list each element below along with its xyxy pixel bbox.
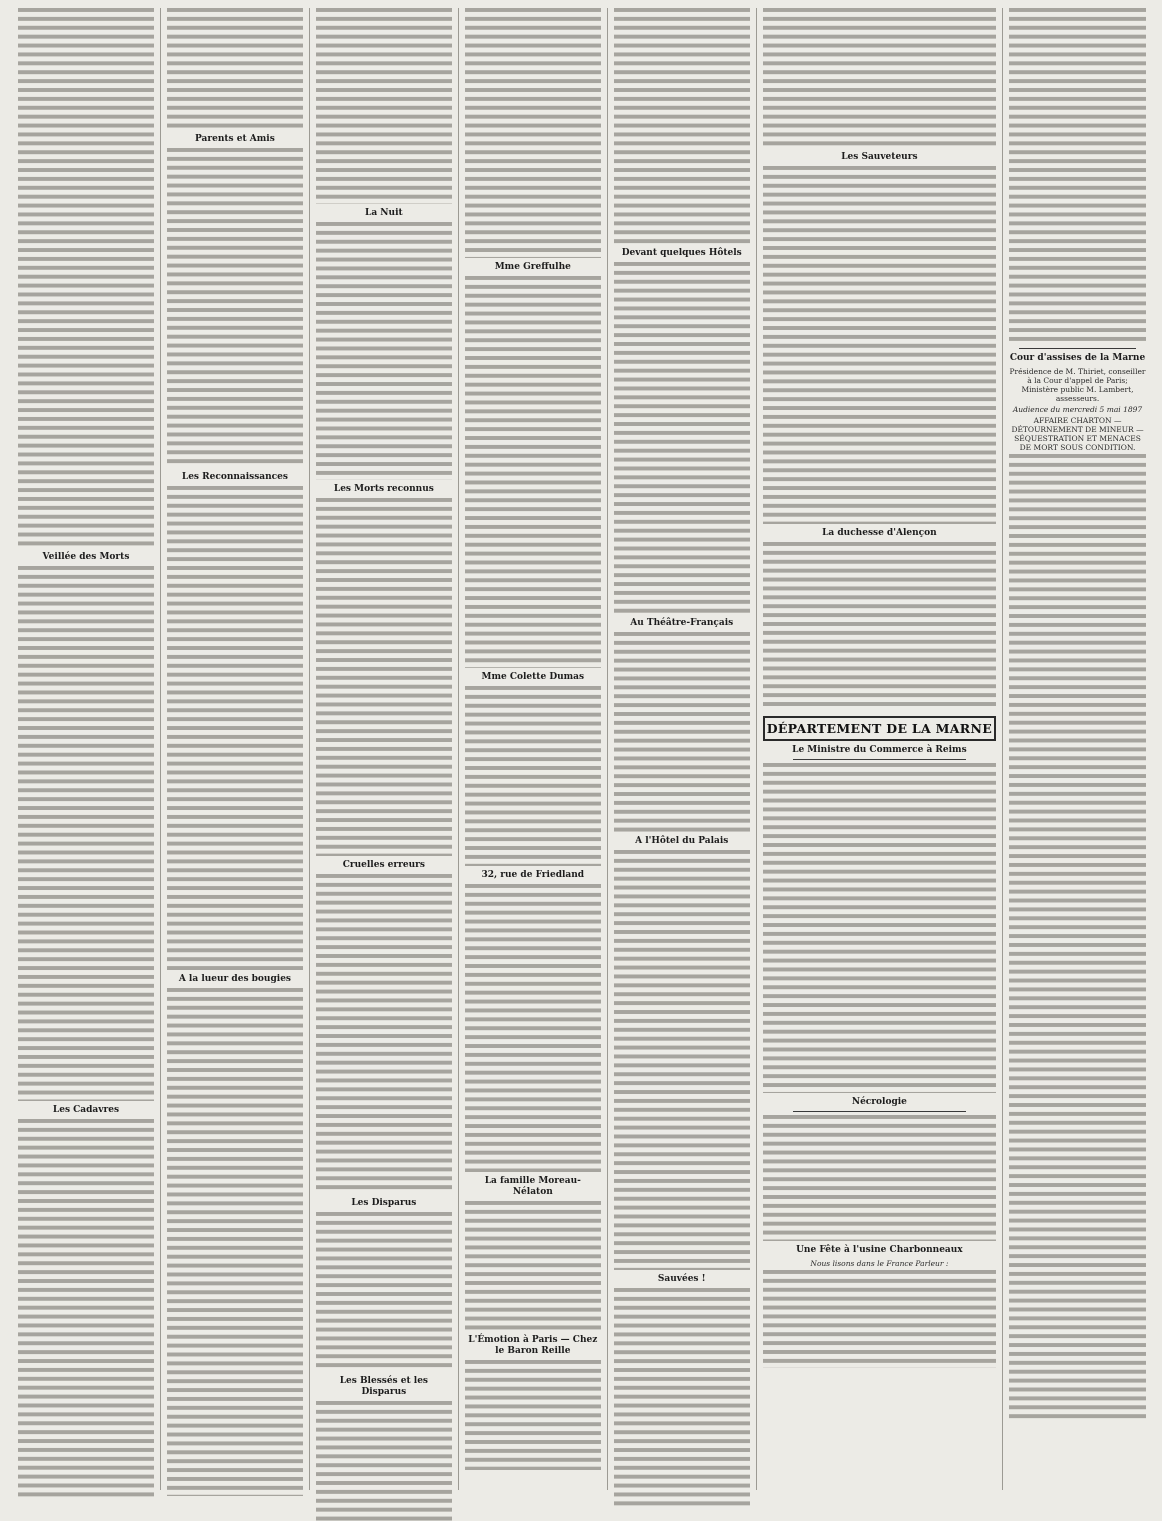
article-text: [167, 148, 303, 468]
article-text: [167, 8, 303, 130]
section-heading: La famille Moreau-Nélaton: [484, 1176, 581, 1197]
article-text: [465, 1201, 601, 1331]
article-text: [316, 222, 452, 480]
article-text: [763, 1270, 996, 1368]
section-heading: Les Morts reconnus: [333, 484, 434, 494]
section-heading: A la lueur des bougies: [178, 974, 291, 984]
article-text: [18, 1119, 154, 1499]
article-text: [167, 988, 303, 1496]
intro-caption: Nous lisons dans le France Parleur :: [810, 1259, 949, 1268]
section-heading: Veillée des Morts: [42, 552, 130, 562]
section-heading: Cruelles erreurs: [342, 860, 425, 870]
article-text: [1009, 8, 1146, 344]
section-heading: 32, rue de Friedland: [481, 870, 585, 880]
article-text: [18, 8, 154, 548]
divider: [1019, 348, 1136, 349]
article-text: [167, 486, 303, 970]
section-heading: Parents et Amis: [195, 134, 275, 144]
column-4: [459, 8, 608, 1490]
article-text: [316, 498, 452, 856]
article-text: [465, 276, 601, 668]
article-text: [614, 632, 750, 832]
section-heading: La Nuit: [365, 208, 403, 218]
article-text: [316, 1212, 452, 1372]
article-text: [316, 1401, 452, 1521]
section-heading: Les Reconnaissances: [181, 472, 288, 482]
section-heading: Mme Colette Dumas: [481, 672, 585, 682]
article-text: [763, 8, 996, 148]
column-2: [161, 8, 310, 1490]
column-6: [757, 8, 1003, 1490]
column-7: [1003, 8, 1152, 1490]
section-heading: Les Blessés et les Disparus: [339, 1376, 428, 1397]
article-text: [763, 166, 996, 524]
article-text: [763, 763, 996, 1093]
article-text: [763, 1115, 996, 1241]
section-heading: Devant quelques Hôtels: [621, 248, 742, 258]
section-heading: Nécrologie: [851, 1097, 907, 1107]
article-text: [18, 566, 154, 1101]
department-title: DÉPARTEMENT DE LA MARNE: [766, 721, 993, 736]
section-heading: Les Sauveteurs: [841, 152, 918, 162]
section-heading: Sauvées !: [657, 1274, 706, 1284]
article-text: [465, 1360, 601, 1470]
department-banner: [763, 716, 996, 741]
section-heading: Mme Greffulhe: [494, 262, 571, 272]
article-text: [763, 542, 996, 710]
section-heading: La duchesse d'Alençon: [822, 528, 937, 538]
divider: [793, 759, 966, 760]
article-text: [1009, 454, 1146, 1422]
article-text: [465, 8, 601, 258]
article-text: [316, 8, 452, 204]
presidence-caption: Présidence de M. Thiriet, conseiller à la Cour d'appel de Paris; Ministère public M. Lambert, assesseurs.: [1009, 367, 1146, 403]
audience-date: Audience du mercredi 5 mai 1897: [1012, 405, 1143, 414]
article-text: [465, 686, 601, 866]
section-heading: Les Disparus: [351, 1198, 417, 1208]
section-heading: Cour d'assises de la Marne: [1009, 353, 1146, 363]
section-heading: Au Théâtre-Français: [630, 618, 734, 628]
section-heading: Les Cadavres: [52, 1105, 120, 1115]
column-5: [608, 8, 757, 1490]
article-text: [316, 874, 452, 1194]
section-heading: A l'Hôtel du Palais: [635, 836, 729, 846]
article-text: [614, 1288, 750, 1508]
section-heading: Le Ministre du Commerce à Reims: [792, 745, 967, 755]
article-text: [614, 8, 750, 244]
section-heading: L'Émotion à Paris — Chez le Baron Reille: [468, 1335, 598, 1356]
article-text: [465, 884, 601, 1172]
divider: [793, 1111, 966, 1112]
article-text: [614, 850, 750, 1270]
section-heading: Une Fête à l'usine Charbonneaux: [796, 1245, 963, 1255]
affaire-title: AFFAIRE CHARTON — DÉTOURNEMENT DE MINEUR — SÉQUESTRATION ET MENACES DE MORT SOUS CONDITION.: [1011, 416, 1144, 452]
article-text: [614, 262, 750, 614]
column-3: [310, 8, 459, 1490]
column-1: [12, 8, 161, 1490]
